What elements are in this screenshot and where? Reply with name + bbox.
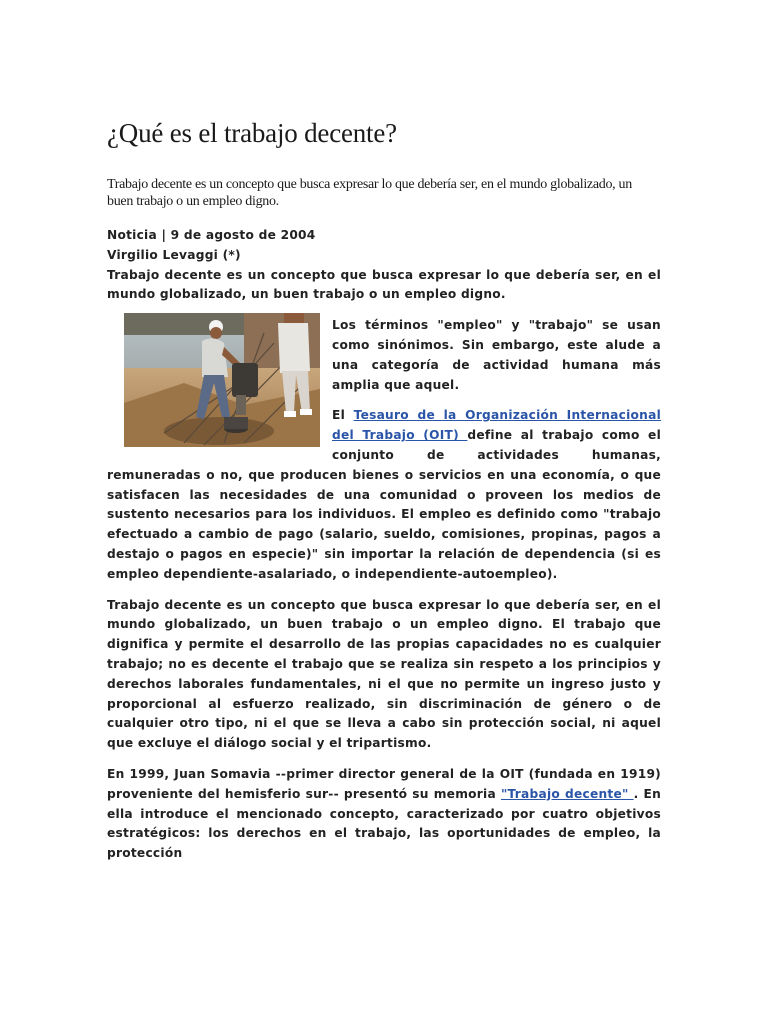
construction-workers-image: [124, 313, 320, 447]
paragraph-history: [107, 765, 661, 864]
intro-summary: Trabajo decente es un concepto que busca expresar lo que debería ser, en el mundo globalizado, un buen trabajo o un empleo digno.: [107, 177, 632, 209]
p2-after: define al trabajo como el conjunto de actividades humanas, remuneradas o no, que producen bienes o servicios en una economía, o que satisfacen las necesidades de una comunidad o proveen los medios de sustento necesarios para los individuos. El empleo es definido como "trabajo efectuado a cambio de pago (salario, sueldo, comisiones, propinas, pagos a destajo o pagos en especie)" sin importar la relación de dependencia (si es empleo dependiente-asalariado, o independiente-autoempleo).: [107, 428, 662, 581]
page-title: ¿Qué es el trabajo decente?: [107, 118, 397, 148]
thesaurus-oit-link[interactable]: Tesauro de la Organización Internacional del Trabajo (OIT): [332, 408, 661, 443]
decent-work-report-link[interactable]: "Trabajo decente": [500, 786, 634, 801]
p4-before: En 1999, Juan Somavia --primer director general de la OIT (fundada en 1919) proveniente del hemisferio sur-- presentó su memoria: [107, 766, 661, 801]
p2-before: El: [332, 408, 354, 423]
dateline: Noticia | 9 de agosto de 2004: [107, 228, 316, 242]
article-body: [107, 226, 661, 864]
workers-photo: [124, 313, 320, 447]
paragraph-decent-work: Trabajo decente es un concepto que busca expresar lo que debería ser, en el mundo globalizado, un buen trabajo o un empleo digno. El trabajo que dignifica y permite el desarrollo de las propias capacidades no es cualquier trabajo; no es decente el trabajo que se realiza sin respeto a los principios y derechos laborales fundamentales, ni el que no permite un ingreso justo y proporcional al esfuerzo realizado, sin discriminación de género o de cualquier otro tipo, ni el que se lleva a cabo sin protección social, ni aquel que excluye el diálogo social y el tripartismo.: [107, 597, 661, 751]
p4-after: . En ella introduce el mencionado concepto, caracterizado por cuatro objetivos estratégicos: los derechos en el trabajo, las oportunidades de empleo, la protección: [107, 786, 661, 861]
author-line: Virgilio Levaggi (*): [107, 247, 241, 262]
lead-paragraph: Trabajo decente es un concepto que busca expresar lo que debería ser, en el mundo globalizado, un buen trabajo o un empleo digno.: [107, 267, 661, 302]
paragraph-terms: Los términos "empleo" y "trabajo" se usan como sinónimos. Sin embargo, este alude a una categoría de actividad humana más amplia que aquel.: [332, 318, 661, 392]
